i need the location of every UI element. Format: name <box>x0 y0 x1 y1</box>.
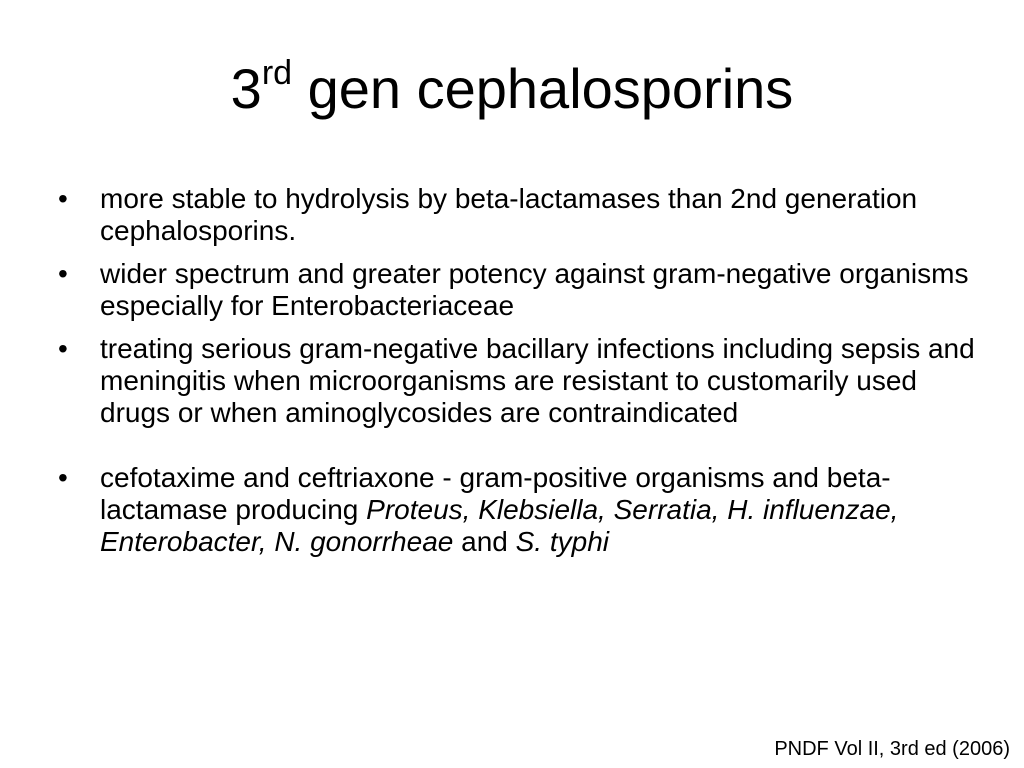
bullet-item <box>58 183 988 247</box>
title-superscript: rd <box>261 54 293 92</box>
bullet-icon: • <box>58 333 68 364</box>
bullet-text: treating serious gram-negative bacillary infections including sepsis and meningitis when microorganisms are resistant to customarily used drugs or when aminoglycosides are contraindicated <box>100 333 975 428</box>
bullet-icon: • <box>58 258 68 289</box>
bullet-text: more stable to hydrolysis by beta-lactamases than 2nd generation cephalosporins. <box>100 183 918 246</box>
bullet-item <box>58 258 988 322</box>
bullet-item <box>58 333 988 429</box>
source-footer: PNDF Vol II, 3rd ed (2006) <box>774 738 1010 760</box>
title-text: gen cephalosporins <box>292 57 794 120</box>
bullet-icon: • <box>58 183 68 214</box>
bullet-text-part: and <box>453 526 516 557</box>
title-number: 3 <box>230 57 262 120</box>
bullet-text-part: cefotaxime and ceftriaxone - gram-positive organisms and beta-lactamase producing <box>100 462 891 525</box>
bullet-text-italic: Proteus, Klebsiella, Serratia, H. influenzae, Enterobacter, N. gonorrheae <box>100 494 899 557</box>
bullet-icon: • <box>58 462 68 493</box>
bullet-text: wider spectrum and greater potency against gram-negative organisms especially for Enterobacteriaceae <box>100 258 969 321</box>
bullet-item <box>58 462 988 558</box>
bullet-list <box>58 183 988 569</box>
bullet-text-italic: S. typhi <box>515 526 610 557</box>
slide-title <box>0 54 1024 120</box>
bullet-text <box>100 462 898 557</box>
